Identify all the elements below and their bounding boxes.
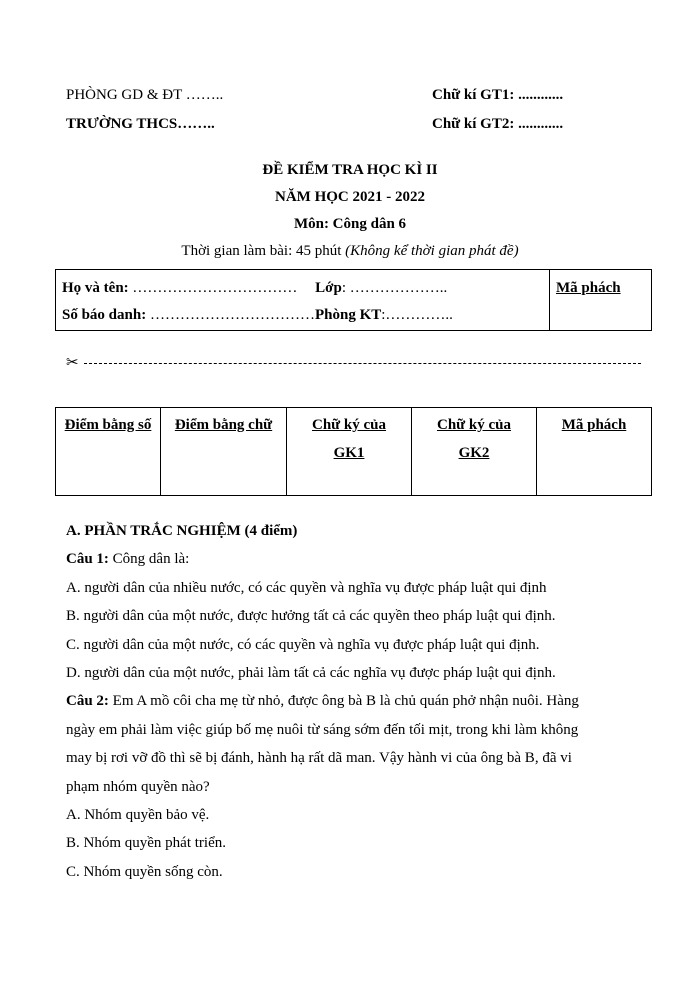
q1-option-c: C. người dân của một nước, có các quyền và nghĩa vụ được pháp luật qui định. <box>66 637 540 653</box>
ma-phach-score-header: Mã phách <box>561 417 627 433</box>
q1-label: Câu 1: <box>66 551 109 567</box>
department-name: PHÒNG GD & ĐT …….. <box>66 87 224 103</box>
dashed-line <box>84 363 641 364</box>
room-label: Phòng KT <box>314 307 382 323</box>
q2-line-1: Em A mồ côi cha mẹ từ nhỏ, được ông bà B là chủ quán phở nhận nuôi. Hàng <box>108 693 579 709</box>
gk1-signature-cell <box>287 408 412 496</box>
gk2-header: Chữ ký của <box>436 417 512 433</box>
room-dots: :………….. <box>381 307 453 323</box>
gk1-header: Chữ ký của <box>311 417 387 433</box>
supervisor-1-signature: Chữ kí GT1: ............ <box>432 87 564 103</box>
scissors-icon: ✂ <box>66 353 79 371</box>
sbd-label: Số báo danh: <box>62 307 147 323</box>
q2-option-a: A. Nhóm quyền bảo vệ. <box>66 807 210 823</box>
q2-option-c: C. Nhóm quyền sống còn. <box>66 864 223 880</box>
q2-line-3: may bị rơi vỡ đồ thì sẽ bị đánh, hành hạ rất dã man. Vậy hành vi của ông bà B, đã vi <box>66 750 572 766</box>
q2-option-b: B. Nhóm quyền phát triển. <box>66 835 226 851</box>
time-text: Thời gian làm bài: 45 phút <box>181 243 342 259</box>
score-number-cell <box>56 408 161 496</box>
time-allowed <box>0 243 700 260</box>
score-table <box>55 407 652 496</box>
ma-phach-label: Mã phách <box>556 280 621 296</box>
cut-line <box>66 353 641 371</box>
gk2-sub: GK2 <box>458 445 490 461</box>
q1-text: Công dân là: <box>108 551 190 567</box>
gk1-sub: GK1 <box>333 445 365 461</box>
sbd-row <box>62 302 549 329</box>
time-note: (Không kể thời gian phát đề) <box>345 243 519 259</box>
name-row <box>62 275 549 302</box>
score-words-header: Điểm bằng chữ <box>174 417 273 433</box>
q1-option-b: B. người dân của một nước, được hưởng tất cả các quyền theo pháp luật qui định. <box>66 608 556 624</box>
school-year: NĂM HỌC 2021 - 2022 <box>275 189 425 205</box>
ma-phach-cell <box>550 270 652 331</box>
question-1 <box>66 551 189 568</box>
q2-label: Câu 2: <box>66 693 109 709</box>
q1-option-d: D. người dân của một nước, phải làm tất cả các nghĩa vụ được pháp luật qui định. <box>66 665 556 681</box>
school-name: TRƯỜNG THCS…….. <box>66 116 215 132</box>
class-dots: : ……………….. <box>341 280 448 296</box>
student-info-cell <box>56 270 550 331</box>
score-words-cell <box>161 408 287 496</box>
supervisor-2-signature: Chữ kí GT2: ............ <box>432 116 564 132</box>
student-info-table <box>55 269 652 331</box>
subject: Môn: Công dân 6 <box>293 216 407 232</box>
class-label: Lớp <box>315 280 342 296</box>
sbd-dots: …………………………… <box>149 307 315 323</box>
section-a-title: A. PHẦN TRẮC NGHIỆM (4 điểm) <box>66 523 298 539</box>
q2-line-2: ngày em phải làm việc giúp bố mẹ nuôi từ sáng sớm đến tối mịt, trong khi làm không <box>66 722 579 738</box>
name-dots: …………………………… <box>132 280 298 296</box>
q2-line-4: phạm nhóm quyền nào? <box>66 779 210 795</box>
question-2 <box>66 693 579 710</box>
name-label: Họ và tên: <box>62 280 129 296</box>
q1-option-a: A. người dân của nhiều nước, có các quyền và nghĩa vụ được pháp luật qui định <box>66 580 547 596</box>
gk2-signature-cell <box>412 408 537 496</box>
score-number-header: Điểm bằng số <box>64 417 152 433</box>
ma-phach-score-cell <box>537 408 652 496</box>
exam-title: ĐỀ KIỂM TRA HỌC KÌ II <box>262 162 438 178</box>
